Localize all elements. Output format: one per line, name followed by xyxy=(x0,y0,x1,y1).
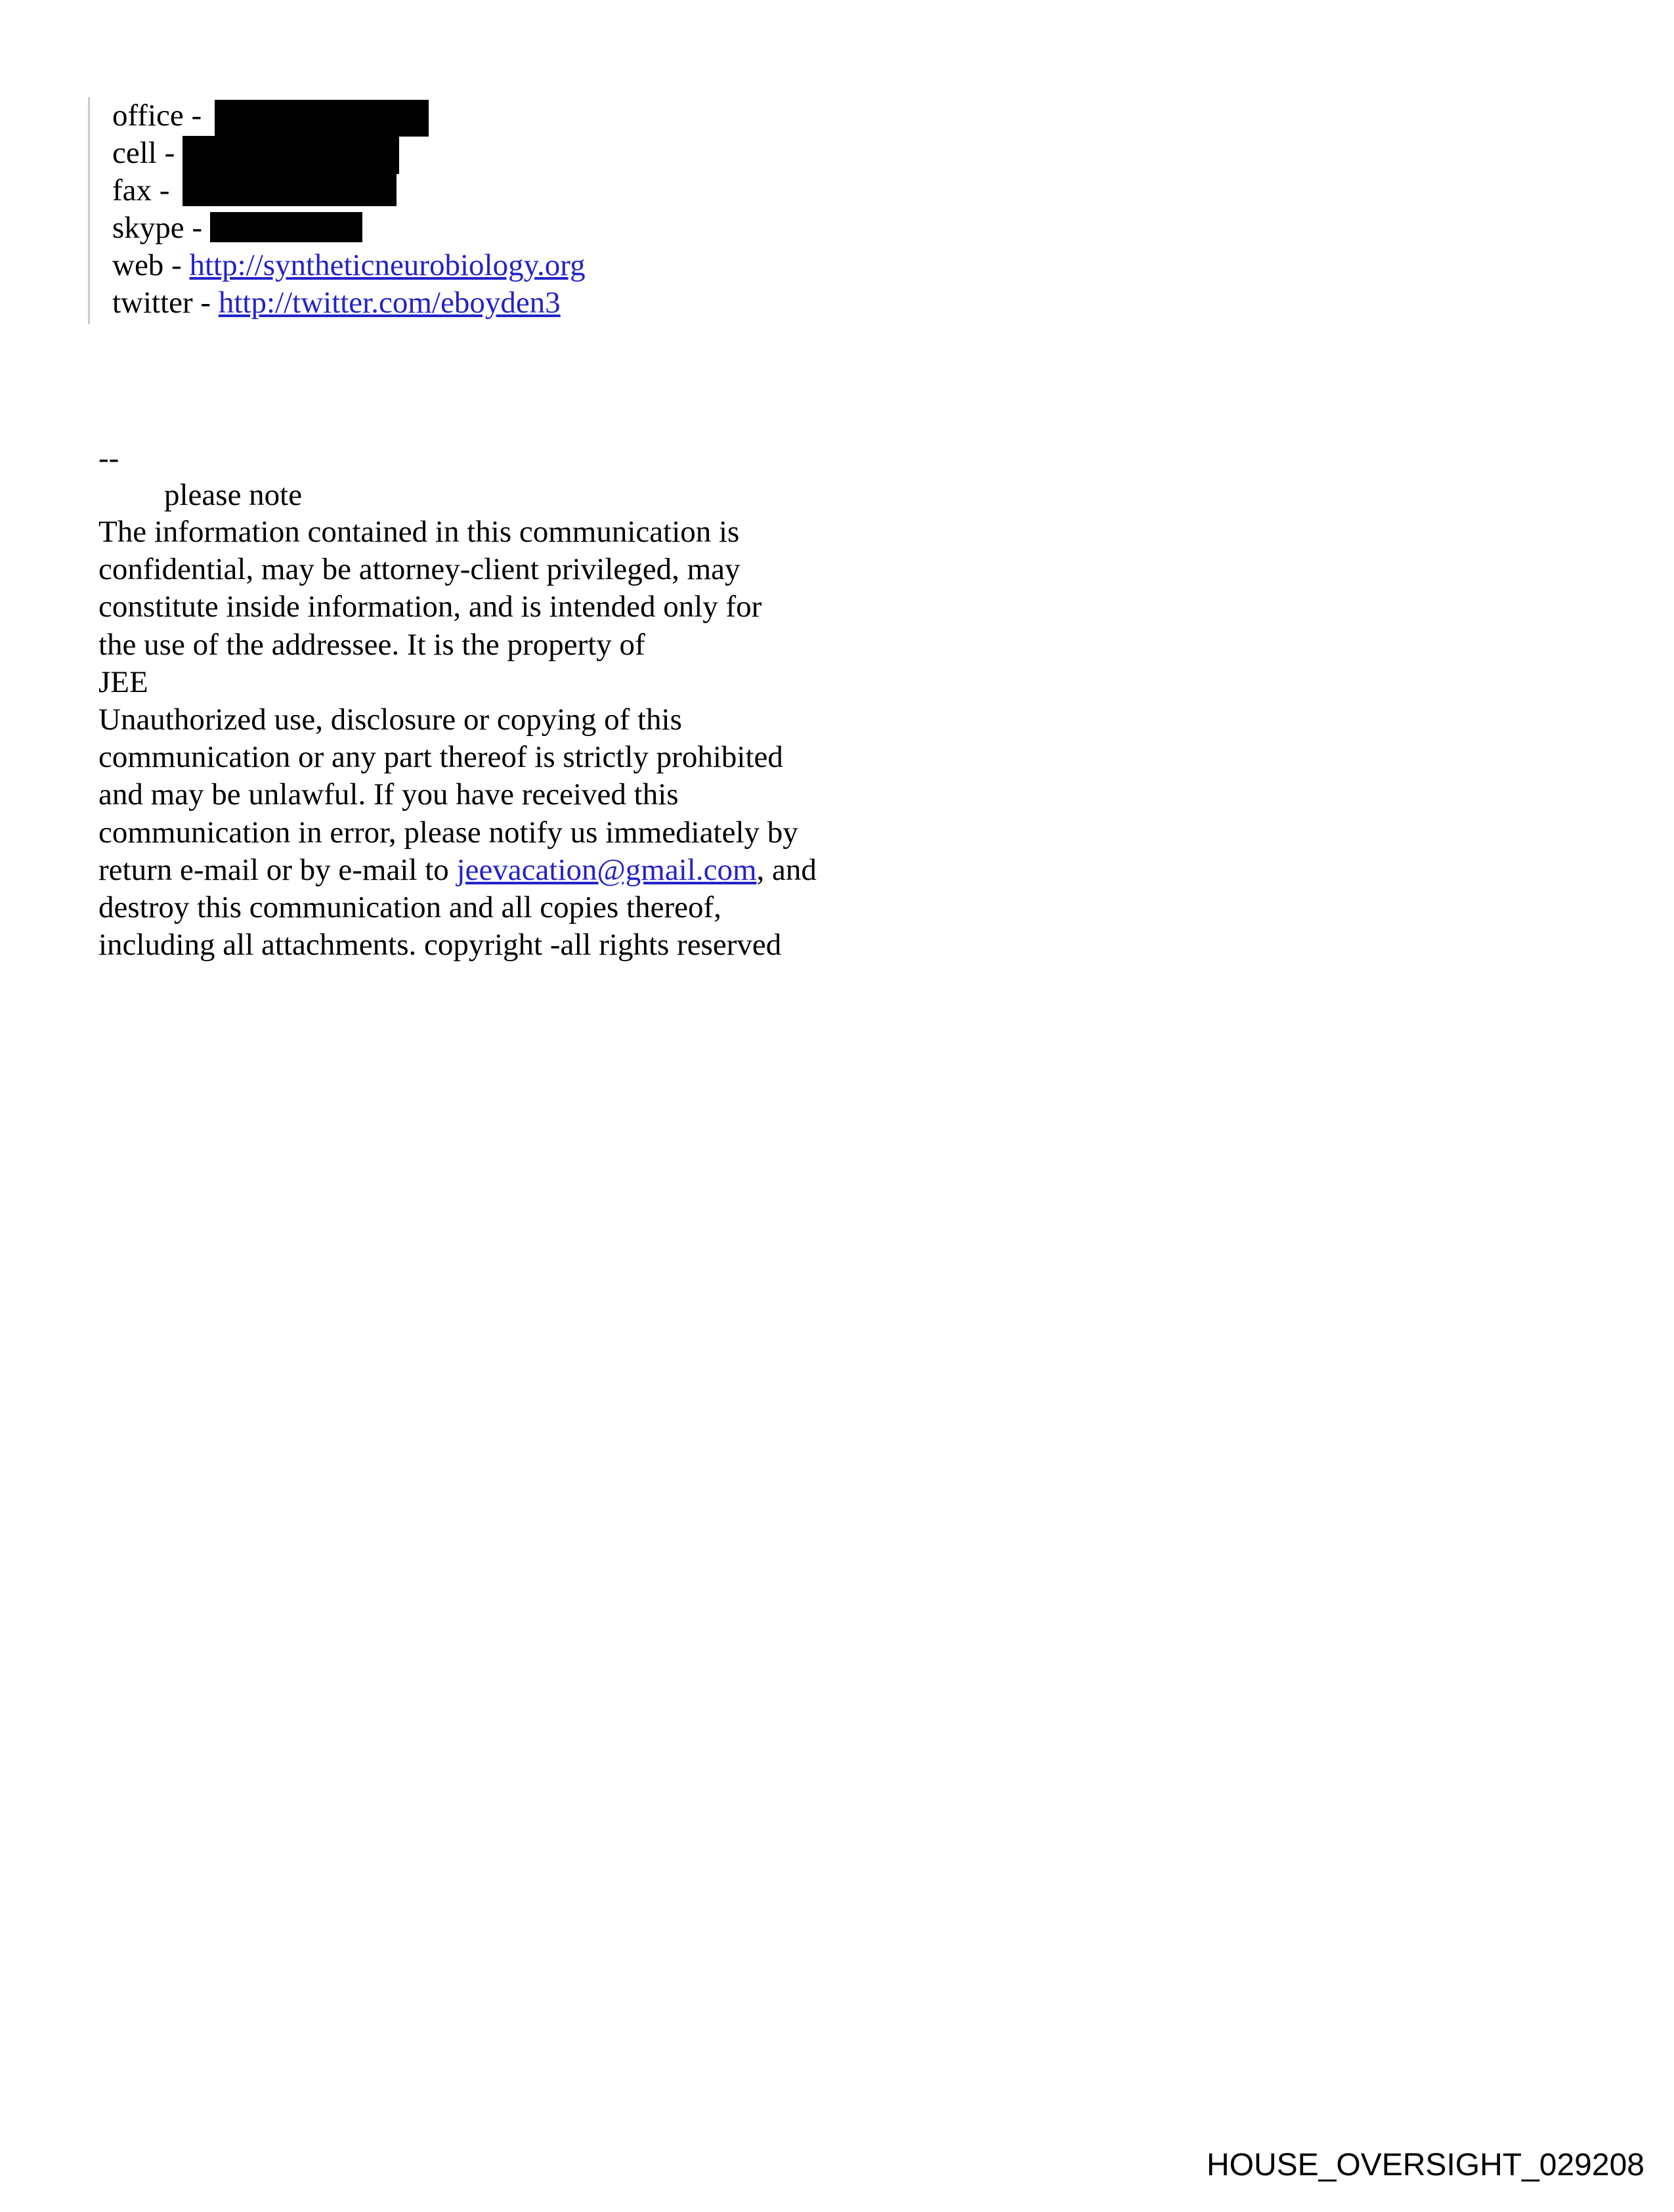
email-suffix: , and xyxy=(756,852,817,887)
disclaimer-line: JEE xyxy=(98,664,148,699)
contact-fax xyxy=(112,172,397,209)
fax-label: fax - xyxy=(112,173,170,207)
skype-label: skype - xyxy=(112,211,203,245)
disclaimer-line: destroy this communication and all copies thereof, xyxy=(98,890,721,925)
signature-note: please note xyxy=(164,478,303,512)
contact-skype xyxy=(112,209,362,247)
email-prefix: return e-mail or by e-mail to xyxy=(98,852,457,887)
contact-quote-block xyxy=(88,97,812,324)
disclaimer-line: confidential, may be attorney-client privileged, may xyxy=(98,552,740,587)
disclaimer-line: communication in error, please notify us immediately by xyxy=(98,815,798,850)
confidentiality-disclaimer xyxy=(98,513,919,964)
contact-office xyxy=(112,97,429,137)
contact-web xyxy=(112,247,586,284)
cell-label: cell - xyxy=(112,136,175,170)
fax-redaction xyxy=(182,169,397,206)
skype-redaction xyxy=(210,212,362,242)
email-link[interactable]: jeevacation@gmail.com xyxy=(456,852,757,887)
twitter-link[interactable]: http://twitter.com/eboyden3 xyxy=(218,286,561,320)
office-redaction xyxy=(215,100,429,137)
disclaimer-line: including all attachments. copyright -all rights reserved xyxy=(98,928,782,963)
signature-separator: -- xyxy=(98,441,119,475)
contact-twitter xyxy=(112,284,561,322)
disclaimer-line: and may be unlawful. If you have received this xyxy=(98,777,679,812)
disclaimer-line: constitute inside information, and is intended only for xyxy=(98,590,762,624)
disclaimer-line: Unauthorized use, disclosure or copying of this xyxy=(98,703,682,737)
web-label: web - xyxy=(112,248,182,282)
cell-redaction xyxy=(182,136,399,174)
twitter-label: twitter - xyxy=(112,286,211,320)
disclaimer-email-line xyxy=(98,852,919,889)
disclaimer-line: communication or any part thereof is strictly prohibited xyxy=(98,740,783,775)
office-label: office - xyxy=(112,98,202,133)
bates-number: HOUSE_OVERSIGHT_029208 xyxy=(1207,2148,1644,2182)
web-link[interactable]: http://syntheticneurobiology.org xyxy=(189,248,586,282)
disclaimer-line: the use of the addressee. It is the property of xyxy=(98,627,645,662)
contact-cell xyxy=(112,135,399,174)
disclaimer-line: The information contained in this communication is xyxy=(98,515,740,549)
